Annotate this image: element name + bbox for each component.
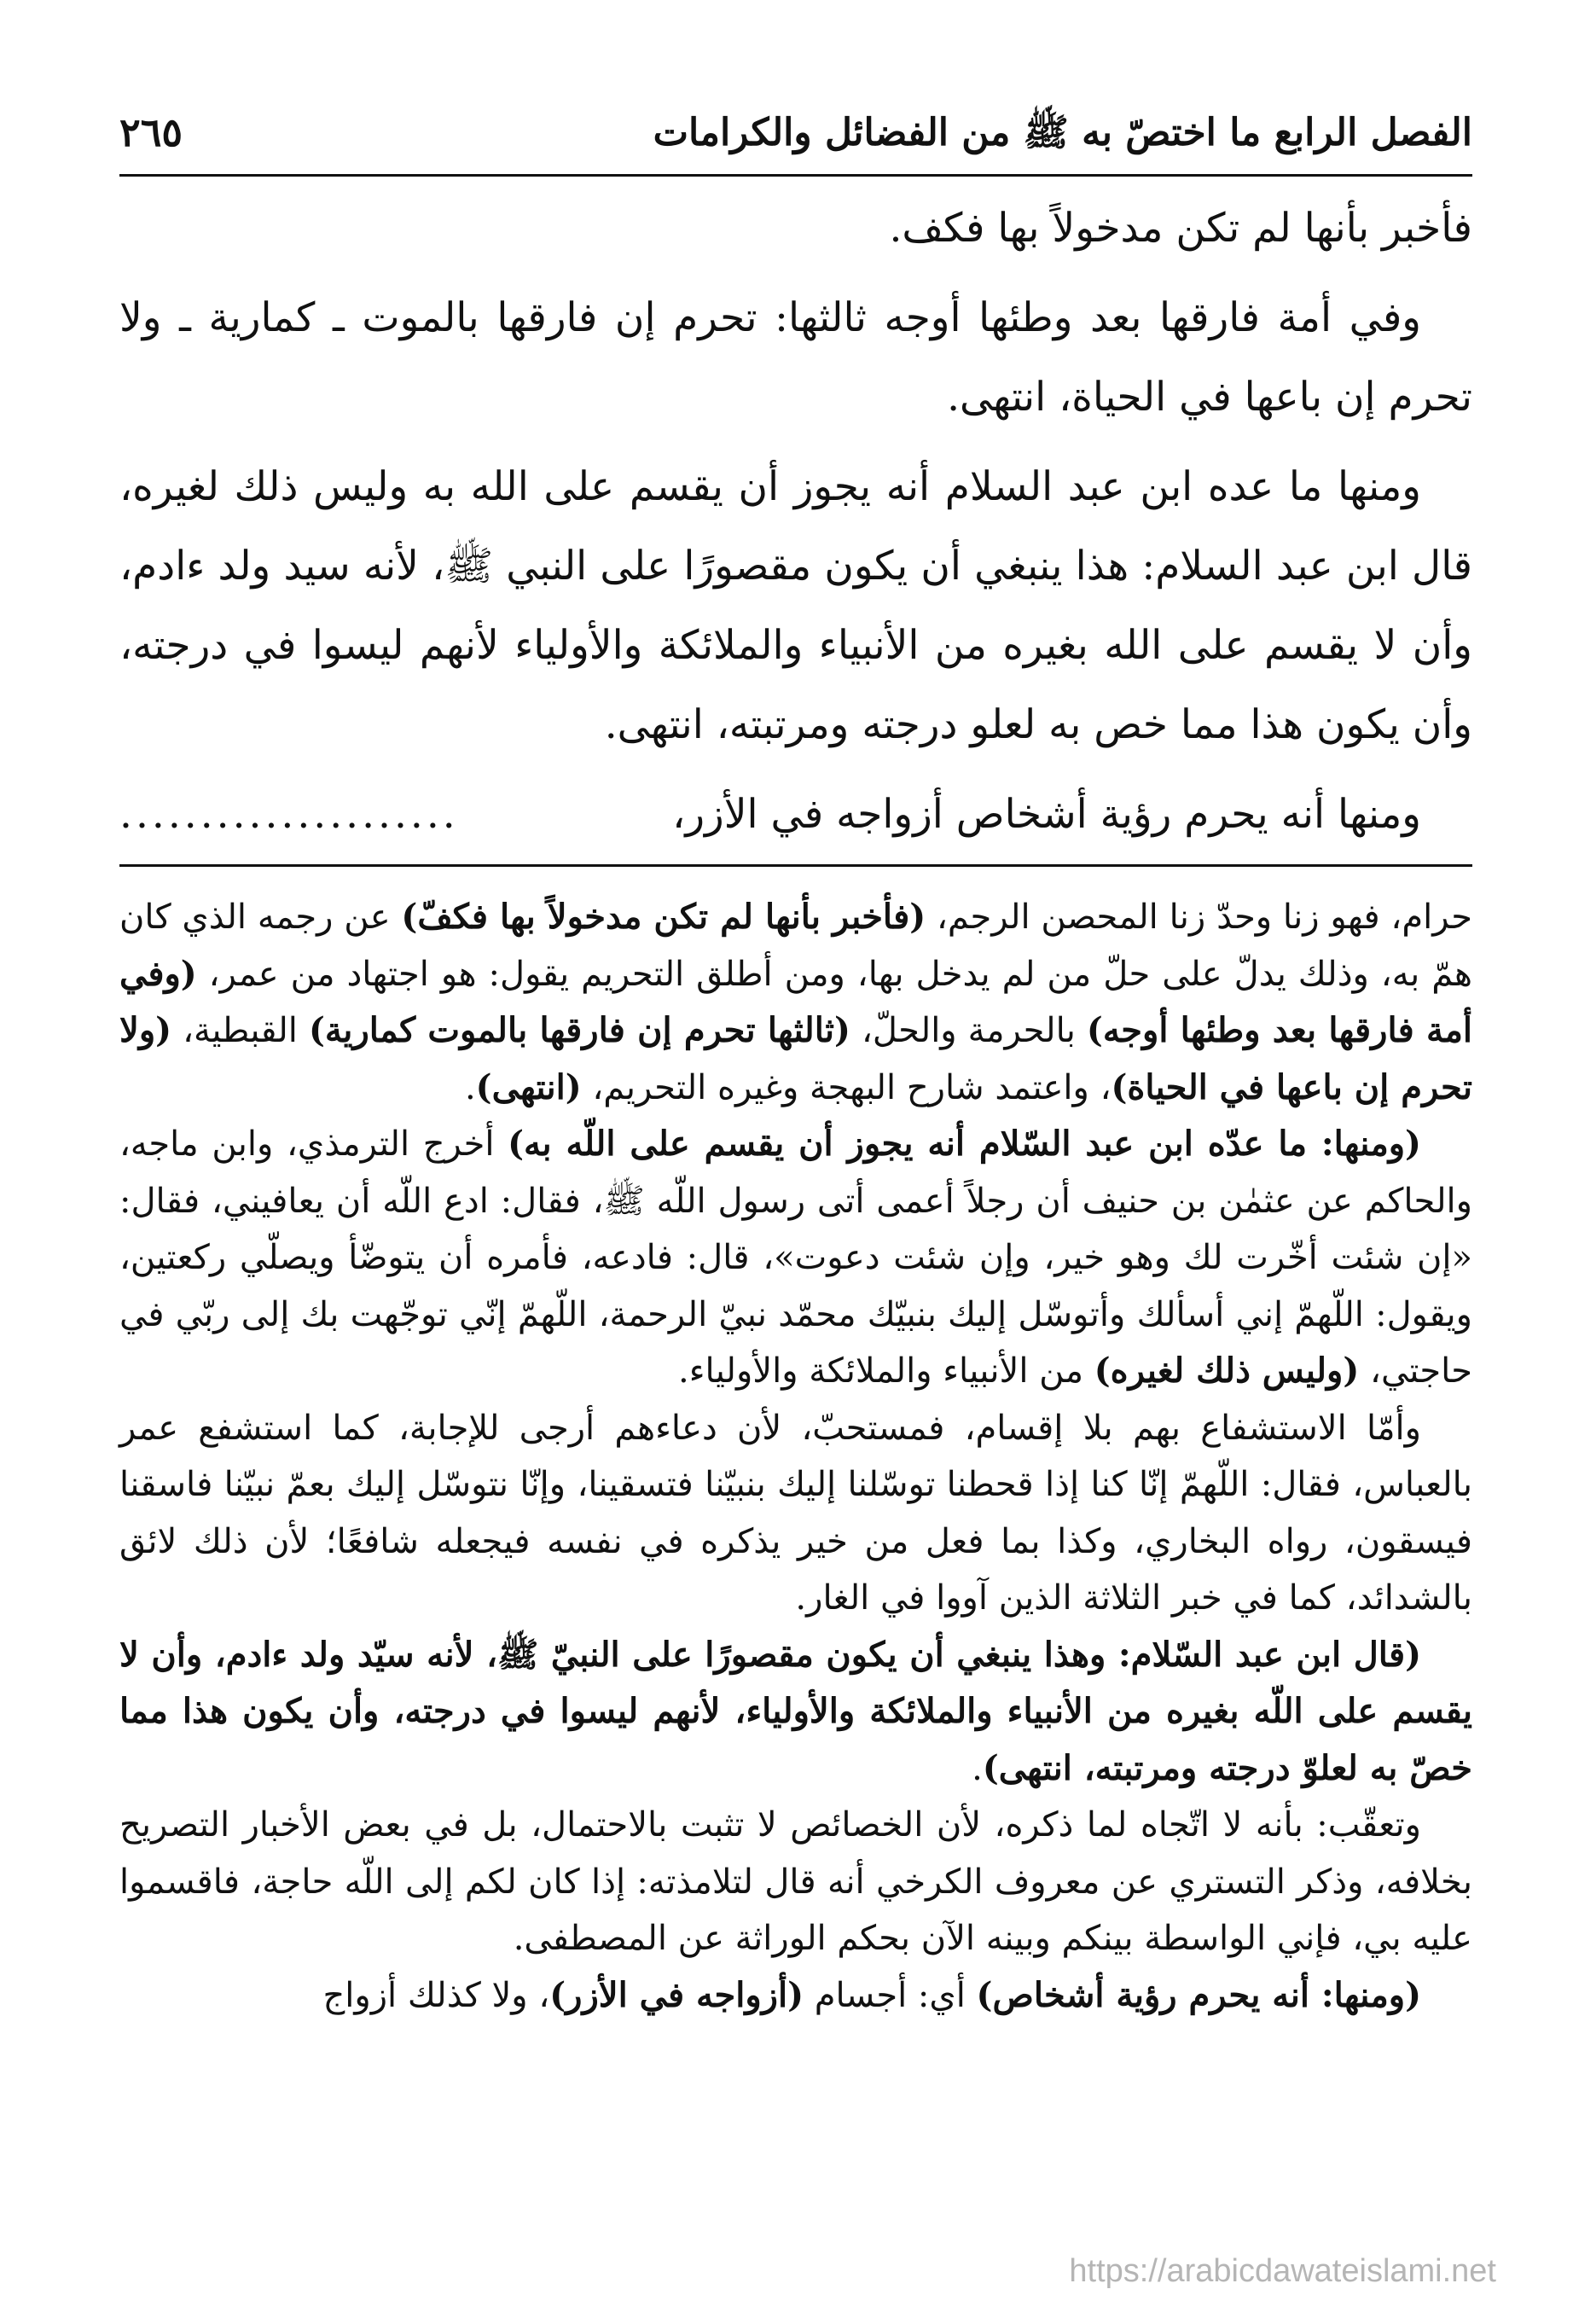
commentary-segment: حرام، فهو زنا وحدّ زنا المحصن الرجم، [926, 898, 1473, 937]
continuation-dots: ..................... [119, 791, 459, 838]
commentary-segment: وتعقّب: بأنه لا اتّجاه لما ذكره، لأن الخصائص لا تثبت بالاحتمال، بل في بعض الأخبار التصريح بخلافه، وذكر التستري عن معروف الكرخي أنه قال لتلامذته: إذا كان لكم إلى اللّه حاجة، فاقسموا عليه بي، فإني الواسطة بينكم وبينه الآن بحكم الوراثة عن المصطفى. [119, 1805, 1472, 1958]
commentary-separator-rule [119, 864, 1472, 867]
main-paragraph-1: فأخبر بأنها لم تكن مدخولاً بها فكف. [889, 205, 1472, 252]
quoted-matn: (ثالثها تحرم إن فارقها بالموت كمارية) [308, 1010, 850, 1050]
commentary-segment: ، ولا كذلك أزواج [322, 1975, 550, 2015]
quoted-matn: (وليس ذلك لغيره) [1094, 1351, 1360, 1391]
quoted-matn: (فأخبر بأنها لم تكن مدخولاً بها فكفّ) [401, 897, 926, 937]
commentary-segment: . [464, 1067, 476, 1107]
commentary-segment: وأمّا الاستشفاع بهم بلا إقسام، فمستحبّ، لأن دعاءهم أرجى للإجابة، كما استشفع عمر بالعباس، فقال: اللّهمّ إنّا كنا إذا قحطنا توسّلنا إليك بنبيّنا فتسقينا، وإنّا نتوسّل إليك بعمّ نبيّنا فاسقنا فيسقون، رواه البخاري، وكذا بما فعل من خير يذكره في نفسه فيجعله شافعًا؛ لأن ذلك لائق بالشدائد، كما في خبر الثلاثة الذين آووا في الغار. [119, 1408, 1472, 1618]
commentary-segment: . [972, 1748, 983, 1788]
commentary-segment: من الأنبياء والملائكة والأولياء. [678, 1351, 1094, 1391]
commentary-paragraph [119, 1967, 1472, 2025]
quoted-matn: (أزواجه في الأزر) [549, 1974, 804, 2015]
commentary-segment: أي: أجسام [804, 1975, 977, 2015]
main-paragraph-2: وفي أمة فارقها بعد وطئها أوجه ثالثها: تحرم إن فارقها بالموت ـ كمارية ـ ولا تحرم إن باعها في الحياة، انتهى. [119, 294, 1472, 421]
page-header [119, 102, 1472, 171]
quoted-matn: (قال ابن عبد السّلام: وهذا ينبغي أن يكون مقصورًا على النبيّ ﷺ، لأنه سيّد ولد ءادم، وأن لا يقسم على اللّه بغيره من الأنبياء والملائكة والأولياء، لأنهم ليسوا في درجته، وأن يكون هذا مما خصّ به لعلوّ درجته ومرتبته، انتهى) [119, 1634, 1472, 1788]
running-title: الفصل الرابع ما اختصّ به ﷺ من الفضائل والكرامات [653, 111, 1472, 154]
quoted-matn: (وفي أمة فارقها بعد وطئها أوجه) [119, 953, 1472, 1050]
quoted-matn: (ومنها: أنه يحرم رؤية أشخاص) [976, 1974, 1421, 2015]
commentary-paragraph [119, 1116, 1472, 1400]
commentary-segment: ، واعتمد شارح البهجة وغيره التحريم، [581, 1067, 1112, 1107]
commentary-paragraph [119, 1797, 1472, 1967]
commentary-text [119, 889, 1472, 2024]
commentary-segment: أخرج الترمذي، وابن ماجه، والحاكم عن عثمٰن بن حنيف أن رجلاً أعمى أتى رسول اللّه ﷺ، فقال: ادع اللّه أن يعافيني، فقال: «إن شئت أخّرت لك وهو خير، وإن شئت دعوت»، قال: فادعه، فأمره أن يتوضّأ ويصلّي ركعتين، ويقول: اللّهمّ إني أسألك وأتوسّل إليك بنبيّك محمّد نبيّ الرحمة، اللّهمّ إنّي توجّهت بك إلى ربّي في حاجتي، [119, 1124, 1472, 1391]
commentary-segment: عن رجمه الذي كان همّ به، وذلك يدلّ على حلّ من لم يدخل بها، ومن أطلق التحريم يقول: هو اجتهاد من عمر، [119, 898, 1472, 994]
quoted-matn: (ولا تحرم إن باعها في الحياة) [119, 1010, 1472, 1107]
commentary-segment: بالحرمة والحلّ، [850, 1011, 1087, 1050]
commentary-paragraph [119, 1400, 1472, 1627]
commentary-segment: القبطية، [171, 1011, 309, 1050]
header-rule [119, 174, 1472, 177]
quoted-matn: (ومنها: ما عدّه ابن عبد السّلام أنه يجوز أن يقسم على اللّه به) [508, 1124, 1421, 1164]
page-number: ٢٦٥ [119, 109, 183, 155]
main-paragraph-4 [119, 775, 1472, 854]
commentary-paragraph [119, 1627, 1472, 1798]
watermark-url: https://arabicdawateislami.net [1069, 2253, 1496, 2289]
commentary-paragraph [119, 889, 1472, 1116]
main-paragraph-4-text: ومنها أنه يحرم رؤية أشخاص أزواجه في الأزر، [672, 791, 1421, 838]
main-paragraph-3: ومنها ما عده ابن عبد السلام أنه يجوز أن يقسم على الله به وليس ذلك لغيره، قال ابن عبد السلام: هذا ينبغي أن يكون مقصورًا على النبي ﷺ، لأنه سيد ولد ءادم، وأن لا يقسم على الله بغيره من الأنبياء والملائكة والأولياء لأنهم ليسوا في درجته، وأن يكون هذا مما خص به لعلو درجته ومرتبته، انتهى. [119, 463, 1472, 748]
main-text [119, 189, 1472, 854]
quoted-matn: (انتهى) [475, 1066, 582, 1107]
